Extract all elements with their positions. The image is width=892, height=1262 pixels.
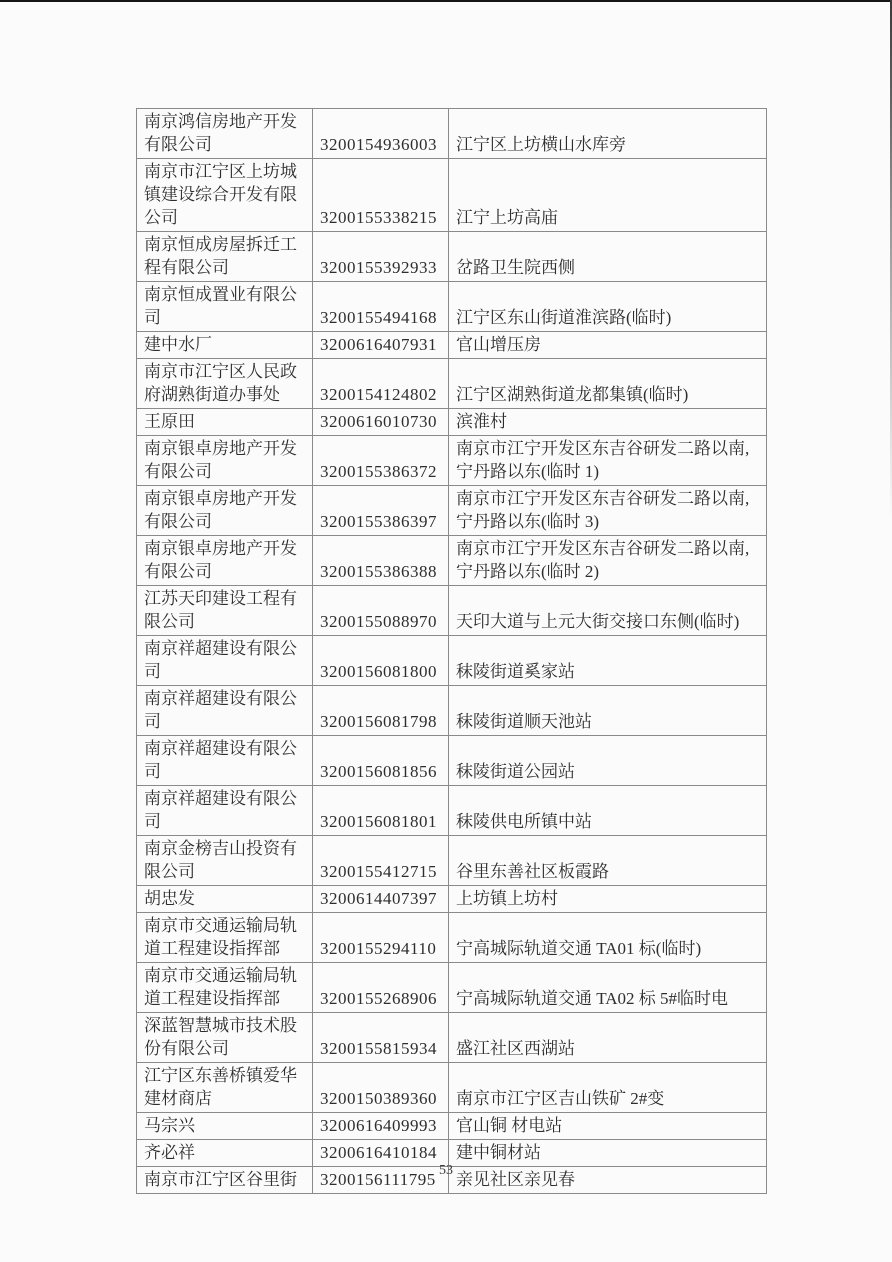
company-name-cell: 深蓝智慧城市技术股份有限公司	[137, 1013, 313, 1063]
address-cell: 南京市江宁开发区东吉谷研发二路以南,宁丹路以东(临时 2)	[449, 536, 767, 586]
address-cell: 建中铜材站	[449, 1140, 767, 1167]
scan-top-edge	[0, 0, 892, 2]
address-cell: 江宁区东山街道淮滨路(临时)	[449, 282, 767, 332]
address-cell: 江宁上坊高庙	[449, 159, 767, 232]
company-name-cell: 江宁区东善桥镇爱华建材商店	[137, 1063, 313, 1113]
company-name-cell: 南京市交通运输局轨道工程建设指挥部	[137, 913, 313, 963]
table-row	[137, 736, 767, 786]
company-name-cell: 江苏天印建设工程有限公司	[137, 586, 313, 636]
registration-number-cell: 3200155412715	[313, 836, 449, 886]
table-row	[137, 686, 767, 736]
registration-number-cell: 3200154936003	[313, 109, 449, 159]
registration-number-cell: 3200155494168	[313, 282, 449, 332]
address-cell: 官山铜 材电站	[449, 1113, 767, 1140]
company-name-cell: 南京市江宁区上坊城镇建设综合开发有限公司	[137, 159, 313, 232]
address-cell: 秣陵供电所镇中站	[449, 786, 767, 836]
table-row	[137, 282, 767, 332]
registration-number-cell: 3200155392933	[313, 232, 449, 282]
registration-number-cell: 3200156081798	[313, 686, 449, 736]
table-row	[137, 1063, 767, 1113]
table-row	[137, 536, 767, 586]
company-name-cell: 胡忠发	[137, 886, 313, 913]
registration-number-cell: 3200155338215	[313, 159, 449, 232]
address-cell: 盛江社区西湖站	[449, 1013, 767, 1063]
company-name-cell: 南京市江宁区人民政府湖熟街道办事处	[137, 359, 313, 409]
registration-number-cell: 3200150389360	[313, 1063, 449, 1113]
company-name-cell: 南京祥超建设有限公司	[137, 736, 313, 786]
company-name-cell: 建中水厂	[137, 332, 313, 359]
table-row	[137, 359, 767, 409]
registration-number-cell: 3200154124802	[313, 359, 449, 409]
table-row	[137, 486, 767, 536]
address-cell: 官山增压房	[449, 332, 767, 359]
table-row	[137, 409, 767, 436]
address-cell: 谷里东善社区板霞路	[449, 836, 767, 886]
table-row	[137, 636, 767, 686]
registration-number-cell: 3200155386388	[313, 536, 449, 586]
table-row	[137, 886, 767, 913]
company-name-cell: 南京祥超建设有限公司	[137, 636, 313, 686]
address-cell: 秣陵街道公园站	[449, 736, 767, 786]
table-row	[137, 159, 767, 232]
company-name-cell: 南京银卓房地产开发有限公司	[137, 486, 313, 536]
table-row	[137, 109, 767, 159]
address-cell: 南京市江宁开发区东吉谷研发二路以南,宁丹路以东(临时 3)	[449, 486, 767, 536]
registration-number-cell: 3200156081800	[313, 636, 449, 686]
company-name-cell: 南京银卓房地产开发有限公司	[137, 536, 313, 586]
address-cell: 亲见社区亲见春	[449, 1167, 767, 1194]
company-name-cell: 南京鸿信房地产开发有限公司	[137, 109, 313, 159]
registration-number-cell: 3200614407397	[313, 886, 449, 913]
address-cell: 秣陵街道顺天池站	[449, 686, 767, 736]
registration-number-cell: 3200616410184	[313, 1140, 449, 1167]
table-row	[137, 1013, 767, 1063]
company-name-cell: 马宗兴	[137, 1113, 313, 1140]
registration-number-cell: 3200616010730	[313, 409, 449, 436]
registration-number-cell: 3200155268906	[313, 963, 449, 1013]
company-name-cell: 南京恒成房屋拆迁工程有限公司	[137, 232, 313, 282]
registration-number-cell: 3200155088970	[313, 586, 449, 636]
table-row	[137, 1113, 767, 1140]
address-cell: 南京市江宁开发区东吉谷研发二路以南,宁丹路以东(临时 1)	[449, 436, 767, 486]
registration-number-cell: 3200155386397	[313, 486, 449, 536]
registration-number-cell: 3200155386372	[313, 436, 449, 486]
registration-number-cell: 3200616407931	[313, 332, 449, 359]
page-number: 53	[439, 1163, 453, 1178]
address-cell: 滨淮村	[449, 409, 767, 436]
company-name-cell: 南京祥超建设有限公司	[137, 786, 313, 836]
table-row	[137, 332, 767, 359]
company-name-cell: 南京市江宁区谷里街	[137, 1167, 313, 1194]
address-cell: 南京市江宁区吉山铁矿 2#变	[449, 1063, 767, 1113]
table-row	[137, 913, 767, 963]
registration-number-cell: 3200616409993	[313, 1113, 449, 1140]
address-cell: 秣陵街道奚家站	[449, 636, 767, 686]
company-name-cell: 南京银卓房地产开发有限公司	[137, 436, 313, 486]
address-cell: 天印大道与上元大街交接口东侧(临时)	[449, 586, 767, 636]
table-row	[137, 836, 767, 886]
company-name-cell: 南京金榜吉山投资有限公司	[137, 836, 313, 886]
address-cell: 江宁区上坊横山水库旁	[449, 109, 767, 159]
company-name-cell: 南京恒成置业有限公司	[137, 282, 313, 332]
address-cell: 宁高城际轨道交通 TA01 标(临时)	[449, 913, 767, 963]
company-name-cell: 南京市交通运输局轨道工程建设指挥部	[137, 963, 313, 1013]
registration-number-cell: 3200156111795	[313, 1167, 449, 1194]
table-row	[137, 786, 767, 836]
address-cell: 岔路卫生院西侧	[449, 232, 767, 282]
address-cell: 上坊镇上坊村	[449, 886, 767, 913]
registration-table	[136, 108, 767, 1194]
registration-table-body	[137, 109, 767, 1194]
address-cell: 宁高城际轨道交通 TA02 标 5#临时电	[449, 963, 767, 1013]
registration-number-cell: 3200155815934	[313, 1013, 449, 1063]
address-cell: 江宁区湖熟街道龙都集镇(临时)	[449, 359, 767, 409]
table-row	[137, 436, 767, 486]
table-row	[137, 586, 767, 636]
table-row	[137, 963, 767, 1013]
registration-number-cell: 3200156081856	[313, 736, 449, 786]
table-row	[137, 232, 767, 282]
company-name-cell: 齐必祥	[137, 1140, 313, 1167]
registration-number-cell: 3200156081801	[313, 786, 449, 836]
registration-number-cell: 3200155294110	[313, 913, 449, 963]
company-name-cell: 王原田	[137, 409, 313, 436]
company-name-cell: 南京祥超建设有限公司	[137, 686, 313, 736]
